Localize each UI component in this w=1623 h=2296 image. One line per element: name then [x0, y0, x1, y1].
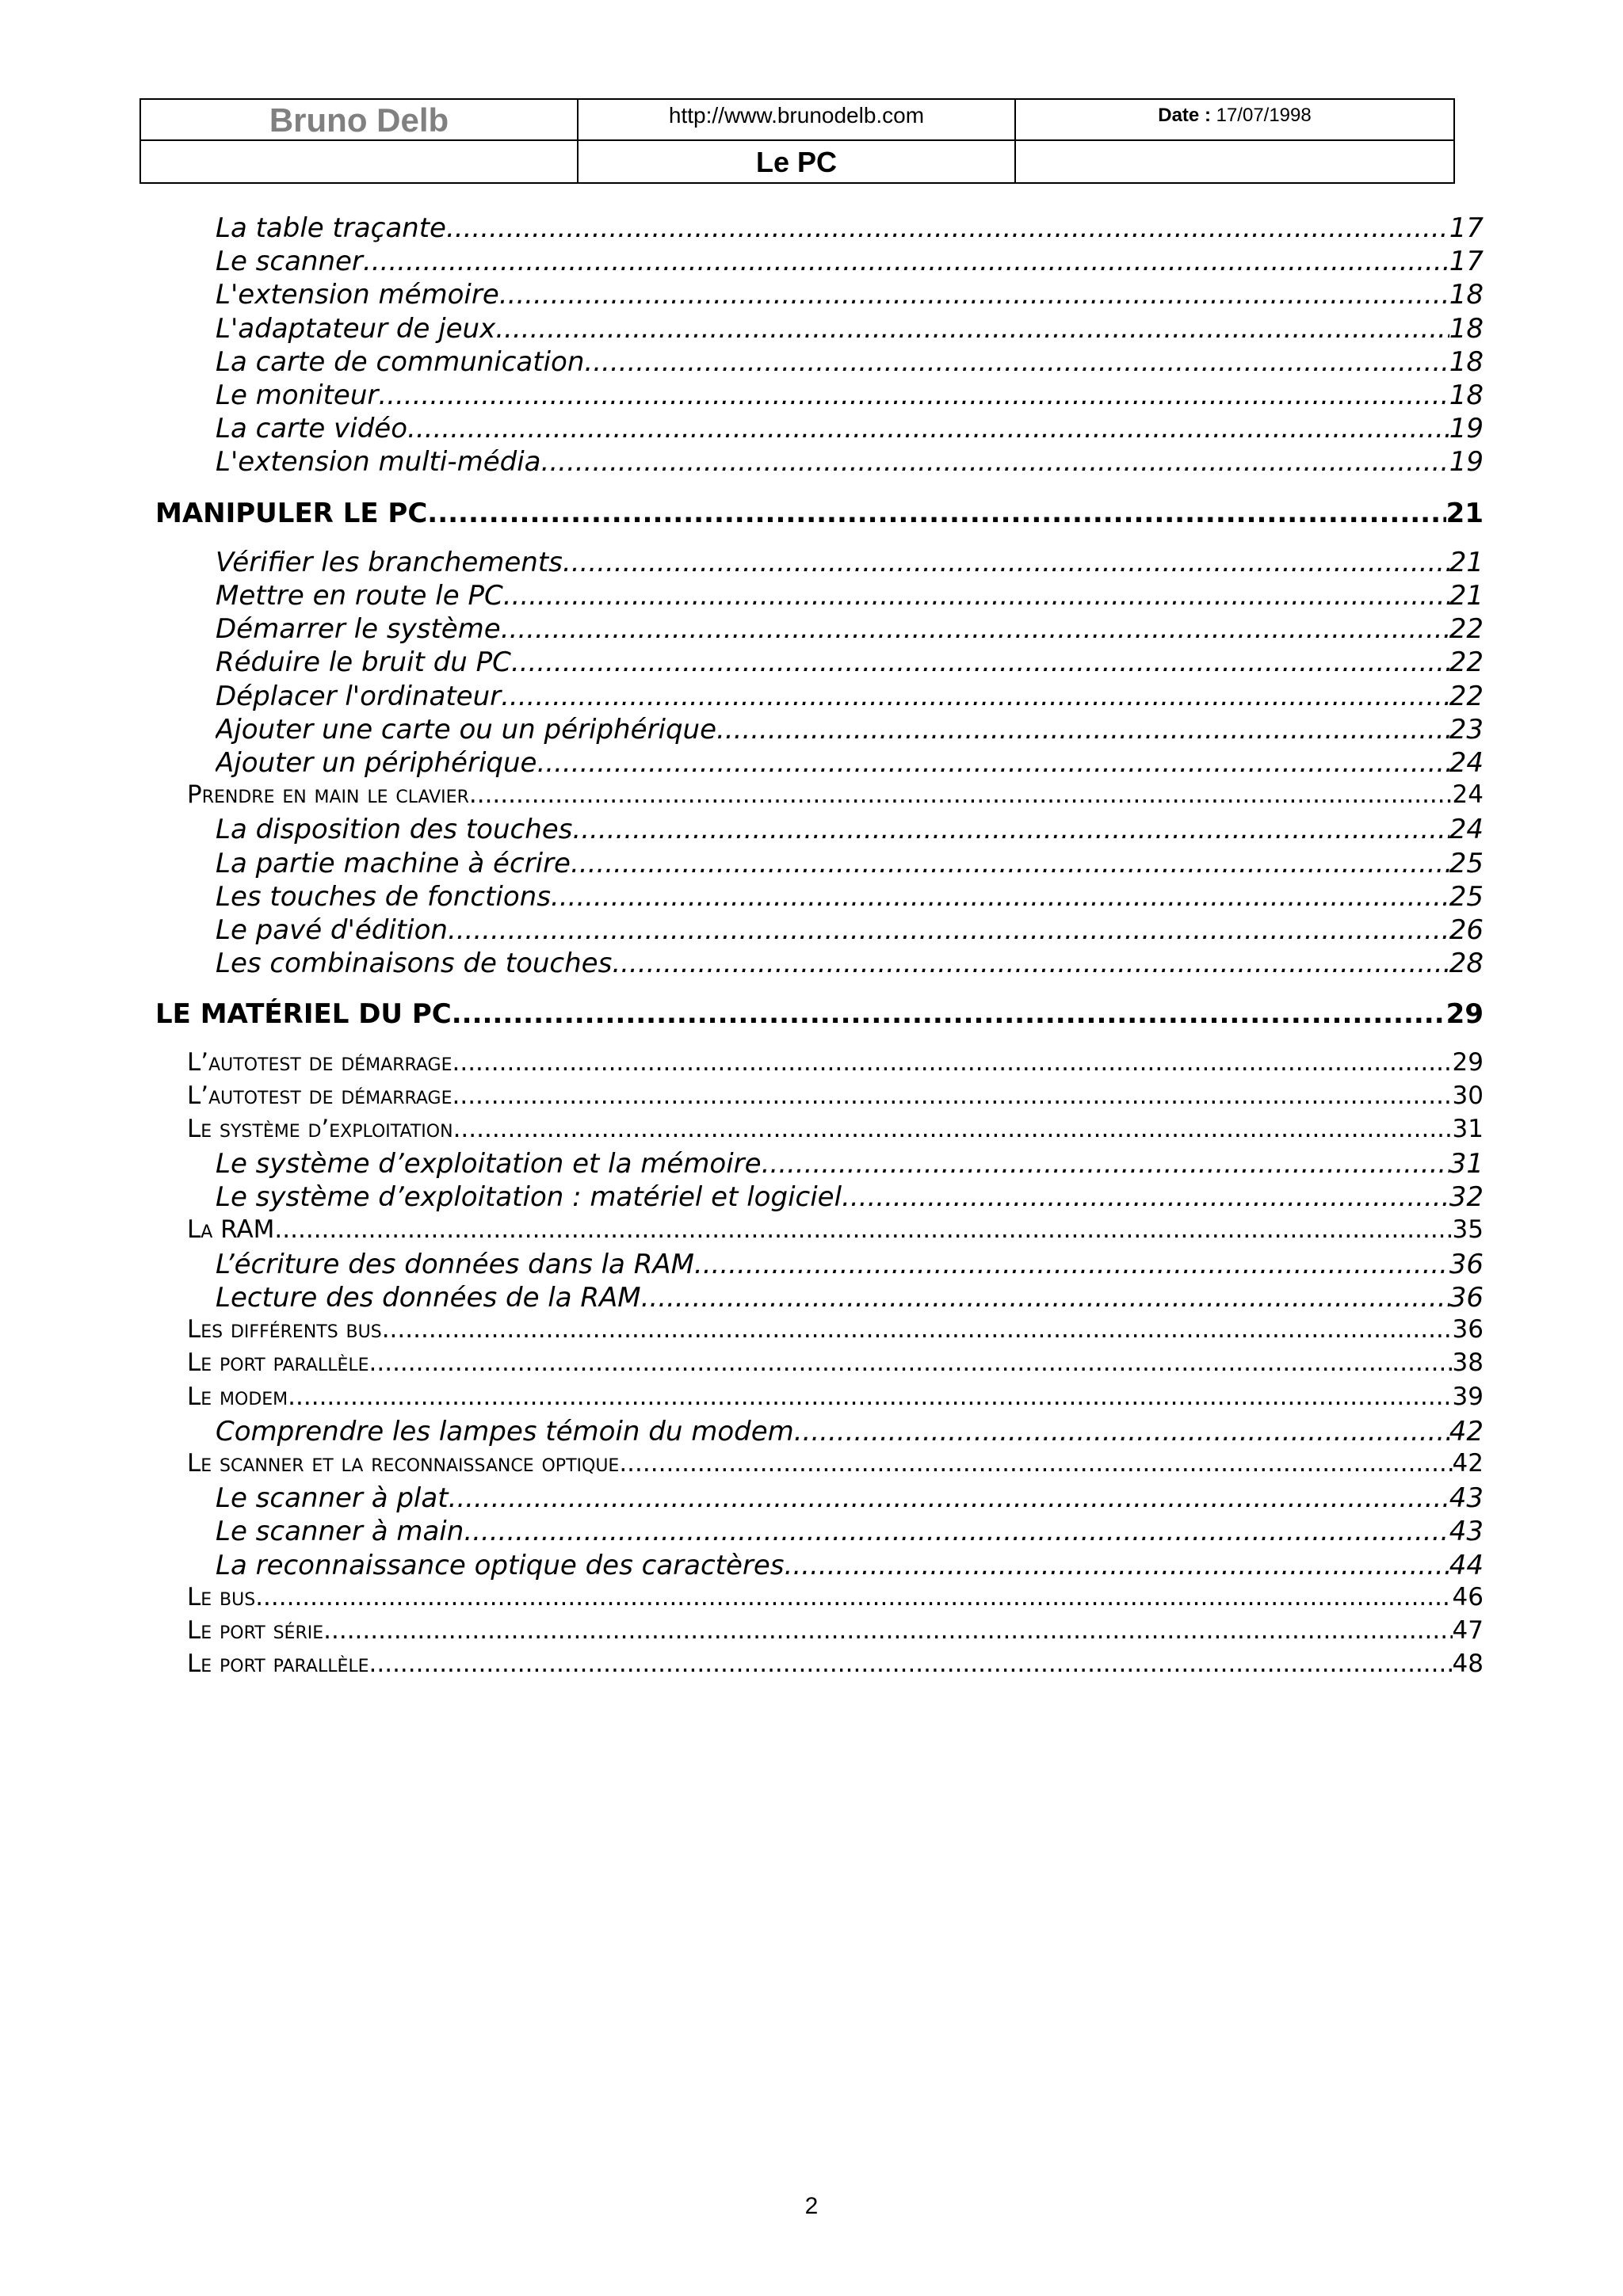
date-value: 17/07/1998: [1216, 105, 1312, 126]
toc-entry-label: L'extension multi-média: [216, 446, 541, 479]
toc-subsection[interactable]: [216, 1148, 1484, 1181]
toc-entry-page: 43: [1449, 1516, 1484, 1548]
toc-section[interactable]: [187, 1348, 1484, 1382]
toc-subsection[interactable]: [216, 1482, 1484, 1516]
toc-entry-label: Le scanner et la reconnaissance optique: [187, 1449, 620, 1478]
toc-subsection[interactable]: [216, 246, 1484, 279]
toc-subsection[interactable]: [216, 848, 1484, 881]
toc-section[interactable]: [187, 1115, 1484, 1148]
toc-entry-page: 18: [1449, 279, 1484, 311]
toc-entry-label: La table traçante: [216, 212, 446, 244]
toc-entry-page: 22: [1449, 680, 1484, 712]
page-number: 2: [804, 2193, 819, 2219]
toc-entry-page: 22: [1449, 613, 1484, 646]
website-url[interactable]: http://www.brunodelb.com: [579, 100, 1016, 141]
toc-entry-label: Les différents bus: [187, 1315, 382, 1344]
toc-entry-page: 35: [1452, 1215, 1484, 1244]
toc-dot-leader: [369, 1348, 1453, 1377]
toc-dot-leader: [571, 848, 1449, 879]
toc-subsection[interactable]: [216, 413, 1484, 446]
toc-entry-page: 31: [1449, 1148, 1484, 1180]
toc-entry-label: L’autotest de démarrage: [187, 1081, 453, 1110]
toc-entry-label: Le système d’exploitation: [187, 1115, 453, 1143]
toc-dot-leader: [446, 212, 1449, 244]
toc-entry-label: Les touches de fonctions: [216, 880, 551, 913]
toc-subsection[interactable]: [216, 714, 1484, 747]
toc-dot-leader: [584, 346, 1449, 378]
toc-subsection[interactable]: [216, 446, 1484, 479]
toc-dot-leader: [619, 1449, 1452, 1478]
toc-dot-leader: [762, 1148, 1449, 1180]
toc-entry-page: 22: [1449, 646, 1484, 679]
toc-subsection[interactable]: [216, 279, 1484, 312]
toc-subsection[interactable]: [216, 212, 1484, 246]
toc-entry-page: 42: [1449, 1415, 1484, 1447]
toc-dot-leader: [842, 1181, 1449, 1213]
toc-entry-label: Les combinaisons de touches: [216, 948, 613, 980]
toc-entry-label: Ajouter un périphérique: [216, 747, 537, 779]
toc-entry-page: 21: [1449, 580, 1484, 612]
toc-entry-page: 24: [1449, 814, 1484, 846]
toc-entry-page: 36: [1452, 1315, 1484, 1344]
toc-section[interactable]: [187, 1081, 1484, 1115]
toc-dot-leader: [551, 881, 1449, 913]
toc-entry-label: Le système d’exploitation : matériel et logiciel: [216, 1181, 842, 1214]
toc-subsection[interactable]: [216, 1181, 1484, 1215]
toc-dot-leader: [453, 1048, 1453, 1077]
toc-entry-page: 42: [1452, 1449, 1484, 1478]
toc-chapter[interactable]: [155, 498, 1484, 531]
toc-entry-label: Le système d’exploitation et la mémoire: [216, 1148, 762, 1180]
toc-dot-leader: [453, 1115, 1453, 1143]
toc-entry-label: Démarrer le système: [216, 613, 501, 646]
toc-dot-leader: [274, 1215, 1452, 1244]
toc-chapter[interactable]: [155, 998, 1484, 1032]
document-title: Le PC: [579, 141, 1016, 184]
toc-dot-leader: [716, 714, 1449, 746]
toc-subsection[interactable]: [216, 1282, 1484, 1315]
toc-entry-label: Comprendre les lampes témoin du modem: [216, 1415, 794, 1447]
toc-entry-page: 21: [1445, 497, 1484, 529]
toc-dot-leader: [503, 580, 1449, 612]
toc-subsection[interactable]: [216, 747, 1484, 780]
toc-dot-leader: [499, 279, 1449, 311]
toc-entry-label: Le pavé d'édition: [216, 914, 448, 946]
toc-dot-leader: [537, 747, 1449, 779]
toc-entry-page: 39: [1452, 1382, 1484, 1411]
toc-section[interactable]: [187, 1215, 1484, 1249]
toc-entry-label: Le port parallèle: [187, 1650, 369, 1679]
toc-dot-leader: [382, 1315, 1453, 1344]
toc-entry-page: 19: [1449, 446, 1484, 479]
toc-entry-label: La carte vidéo: [216, 413, 408, 445]
toc-section[interactable]: [187, 1048, 1484, 1081]
toc-entry-page: 17: [1449, 212, 1484, 244]
toc-section[interactable]: [187, 1650, 1484, 1683]
toc-entry-page: 47: [1452, 1616, 1484, 1645]
toc-entry-page: 30: [1452, 1081, 1484, 1110]
toc-subsection[interactable]: [216, 379, 1484, 413]
toc-entry-page: 24: [1449, 747, 1484, 779]
toc-subsection[interactable]: [216, 814, 1484, 847]
toc-dot-leader: [453, 1081, 1453, 1110]
toc-dot-leader: [288, 1383, 1452, 1411]
toc-entry-label: L'extension mémoire: [216, 279, 499, 311]
toc-dot-leader: [694, 1249, 1449, 1280]
toc-entry-label: Le port série: [187, 1616, 324, 1645]
toc-section[interactable]: [187, 1383, 1484, 1416]
toc-subsection[interactable]: [216, 1416, 1484, 1449]
toc-subsection[interactable]: [216, 313, 1484, 346]
toc-dot-leader: [363, 246, 1449, 277]
toc-dot-leader: [563, 547, 1449, 578]
toc-entry-page: 36: [1449, 1282, 1484, 1314]
toc-entry-label: Le bus: [187, 1582, 256, 1611]
toc-entry-label: Le scanner à main: [216, 1516, 464, 1548]
toc-entry-label: L’autotest de démarrage: [187, 1047, 453, 1077]
author-name: Bruno Delb: [141, 100, 579, 141]
toc-dot-leader: [407, 413, 1449, 444]
toc-dot-leader: [501, 613, 1449, 645]
toc-dot-leader: [427, 498, 1445, 529]
toc-dot-leader: [464, 1516, 1449, 1547]
toc-subsection[interactable]: [216, 1516, 1484, 1549]
toc-dot-leader: [255, 1583, 1452, 1611]
toc-subsection[interactable]: [216, 613, 1484, 646]
toc-entry-page: 29: [1445, 998, 1484, 1031]
toc-entry-page: 44: [1449, 1549, 1484, 1581]
toc-section[interactable]: [187, 1315, 1484, 1348]
toc-entry-page: 43: [1449, 1482, 1484, 1515]
toc-entry-label: Lecture des données de la RAM: [216, 1282, 641, 1314]
toc-subsection[interactable]: [216, 346, 1484, 379]
toc-entry-page: 26: [1449, 914, 1484, 946]
toc-entry-page: 31: [1452, 1115, 1484, 1143]
toc-entry-label: La carte de communication: [216, 345, 585, 378]
toc-dot-leader: [612, 948, 1449, 979]
toc-entry-page: 18: [1449, 379, 1484, 411]
toc-dot-leader: [794, 1416, 1449, 1447]
toc-dot-leader: [449, 1482, 1449, 1514]
toc-entry-page: 36: [1449, 1248, 1484, 1280]
toc-dot-leader: [378, 379, 1449, 411]
toc-entry-page: 18: [1449, 345, 1484, 378]
toc-entry-page: 28: [1449, 948, 1484, 980]
toc-section[interactable]: [187, 780, 1484, 814]
toc-subsection[interactable]: [216, 881, 1484, 914]
toc-dot-leader: [469, 780, 1453, 809]
toc-entry-page: 21: [1449, 546, 1484, 578]
toc-entry-label: Réduire le bruit du PC: [216, 646, 511, 679]
toc-dot-leader: [323, 1616, 1452, 1645]
toc-entry-label: La disposition des touches: [216, 814, 573, 846]
toc-entry-label: L'adaptateur de jeux: [216, 312, 496, 345]
toc-subsection[interactable]: [216, 948, 1484, 981]
toc-entry-page: 38: [1452, 1348, 1484, 1378]
toc-entry-label: Le scanner à plat: [216, 1482, 449, 1515]
toc-entry-label: La partie machine à écrire: [216, 847, 571, 879]
toc-subsection[interactable]: [216, 646, 1484, 680]
toc-entry-label: Le port parallèle: [187, 1348, 369, 1378]
toc-dot-leader: [501, 681, 1449, 712]
toc-subsection[interactable]: [216, 914, 1484, 948]
toc-entry-page: 17: [1449, 246, 1484, 278]
toc-section[interactable]: [187, 1449, 1484, 1482]
toc-entry-label: La RAM: [187, 1215, 275, 1244]
toc-entry-page: 23: [1449, 713, 1484, 746]
toc-entry-page: 32: [1449, 1181, 1484, 1214]
toc-entry-page: 25: [1449, 847, 1484, 879]
toc-entry-label: LE MATÉRIEL DU PC: [155, 998, 452, 1031]
toc-entry-label: Vérifier les branchements: [216, 546, 563, 578]
toc-entry-page: 18: [1449, 312, 1484, 345]
toc-subsection[interactable]: [216, 681, 1484, 714]
toc-entry-label: Le moniteur: [216, 379, 379, 411]
toc-section[interactable]: [187, 1616, 1484, 1650]
toc-dot-leader: [541, 446, 1449, 478]
toc-section[interactable]: [187, 1583, 1484, 1616]
toc-entry-label: Mettre en route le PC: [216, 580, 503, 612]
toc-entry-page: 46: [1452, 1582, 1484, 1611]
toc-entry-label: Déplacer l'ordinateur: [216, 680, 502, 712]
toc-entry-page: 24: [1452, 780, 1484, 810]
toc-entry-page: 48: [1452, 1650, 1484, 1679]
toc-subsection[interactable]: [216, 1550, 1484, 1583]
toc-subsection[interactable]: [216, 580, 1484, 613]
toc-dot-leader: [452, 998, 1446, 1030]
toc-entry-label: Prendre en main le clavier: [187, 780, 469, 810]
toc-entry-label: L’écriture des données dans la RAM: [216, 1248, 694, 1280]
toc-dot-leader: [369, 1650, 1453, 1678]
toc-entry-label: La reconnaissance optique des caractères: [216, 1549, 785, 1581]
date-label: Date :: [1158, 105, 1211, 126]
toc-dot-leader: [572, 814, 1449, 845]
toc-subsection[interactable]: [216, 1249, 1484, 1282]
toc-entry-label: Ajouter une carte ou un périphérique: [216, 713, 716, 746]
toc-entry-label: Le modem: [187, 1382, 288, 1411]
toc-entry-page: 19: [1449, 413, 1484, 445]
toc-entry-label: Le scanner: [216, 246, 363, 278]
toc-subsection[interactable]: [216, 547, 1484, 580]
toc-dot-leader: [511, 646, 1449, 678]
toc-dot-leader: [785, 1550, 1449, 1581]
toc-dot-leader: [495, 313, 1449, 345]
toc-dot-leader: [448, 914, 1449, 946]
toc-entry-label: MANIPULER LE PC: [155, 497, 428, 529]
toc-entry-page: 25: [1449, 880, 1484, 913]
toc-dot-leader: [641, 1282, 1449, 1314]
toc-entry-page: 29: [1452, 1047, 1484, 1077]
